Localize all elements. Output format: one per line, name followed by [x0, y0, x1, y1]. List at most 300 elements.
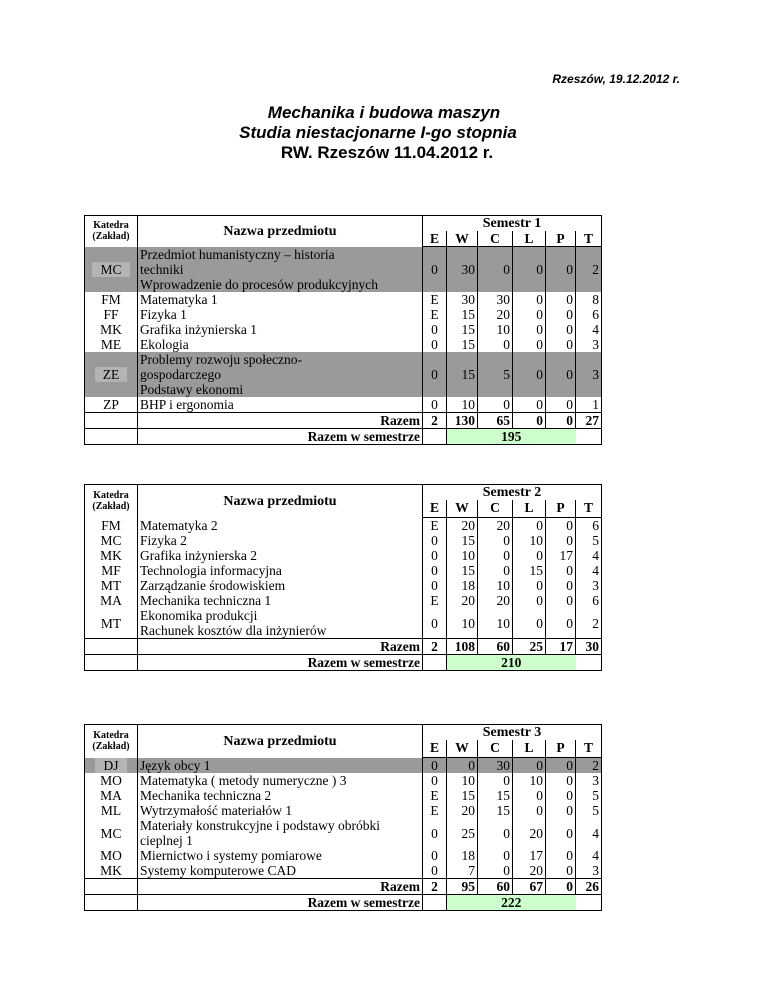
- semester-sum-row: [85, 895, 602, 911]
- total-p: 0: [546, 879, 576, 895]
- katedra-code-text: MO: [100, 848, 122, 863]
- value-t: 5: [576, 803, 602, 818]
- value-e: 0: [423, 247, 447, 292]
- value-l: 0: [513, 803, 546, 818]
- katedra-code-text: MK: [100, 321, 122, 337]
- katedra-header: [85, 485, 138, 518]
- value-c: 0: [478, 773, 513, 788]
- table-row: [85, 518, 602, 534]
- value-c: 30: [478, 292, 513, 307]
- table-row: [85, 292, 602, 307]
- value-w: 30: [447, 292, 478, 307]
- subject-name-line: Miernictwo i systemy pomiarowe: [140, 848, 322, 863]
- katedra-code-text: MO: [100, 773, 122, 788]
- razem-label: Razem: [138, 639, 423, 655]
- column-header-c: C: [478, 231, 513, 247]
- katedra-code-text: MC: [92, 262, 129, 277]
- column-header-c: C: [478, 740, 513, 755]
- katedra-label: Katedra: [93, 490, 129, 502]
- header-row: [85, 485, 602, 501]
- value-l: 0: [513, 352, 546, 397]
- subject-name: [138, 322, 423, 337]
- column-header-w: W: [447, 500, 478, 515]
- katedra-code: [85, 578, 138, 593]
- value-e: 0: [423, 578, 447, 593]
- semester-title: Semestr 3: [423, 725, 602, 741]
- katedra-code-text: ML: [100, 803, 122, 818]
- total-l: 0: [513, 412, 546, 428]
- value-t: 3: [576, 863, 602, 879]
- table-row: [85, 758, 602, 774]
- subject-name-line: Podstawy ekonomi: [140, 381, 244, 397]
- total-e: 2: [423, 879, 447, 895]
- katedra-code: [85, 518, 138, 534]
- subject-name-line: Ekonomika produkcji: [140, 608, 258, 623]
- value-p: 0: [546, 247, 576, 292]
- subject-name-line: BHP i ergonomia: [140, 396, 234, 412]
- value-e: 0: [423, 337, 447, 352]
- razem-label: Razem: [138, 412, 423, 428]
- katedra-code: [85, 247, 138, 292]
- value-e: E: [423, 307, 447, 322]
- subject-name-line: Ekologia: [140, 336, 189, 352]
- subject-name-line: Wytrzymałość materiałów 1: [140, 803, 293, 818]
- value-t: 6: [576, 593, 602, 608]
- katedra-code: [85, 773, 138, 788]
- subject-name-line: cieplnej 1: [140, 833, 193, 848]
- value-t: 3: [576, 352, 602, 397]
- table-row: [85, 397, 602, 413]
- subject-name-line: Fizyka 1: [140, 306, 187, 322]
- table-row: [85, 848, 602, 863]
- value-w: 10: [447, 773, 478, 788]
- value-l: 0: [513, 292, 546, 307]
- katedra-code-text: FM: [101, 517, 121, 533]
- subject-name-line: Rachunek kosztów dla inżynierów: [140, 623, 327, 638]
- katedra-code: [85, 292, 138, 307]
- column-header-c: C: [478, 500, 513, 515]
- subject-name: [138, 608, 423, 639]
- value-e: E: [423, 292, 447, 307]
- value-p: 0: [546, 518, 576, 534]
- subject-name: [138, 563, 423, 578]
- table-row: [85, 533, 602, 548]
- subject-name: [138, 788, 423, 803]
- column-header-l: L: [513, 231, 546, 247]
- total-row: [85, 412, 602, 428]
- value-p: 17: [546, 548, 576, 563]
- value-e: 0: [423, 533, 447, 548]
- value-w: 15: [447, 352, 478, 397]
- katedra-code: [85, 307, 138, 322]
- semester-title: Semestr 1: [423, 216, 602, 232]
- value-l: 17: [513, 848, 546, 863]
- value-l: 0: [513, 578, 546, 593]
- value-c: 0: [478, 533, 513, 548]
- nazwa-header: Nazwa przedmiotu: [138, 216, 423, 247]
- table-row: [85, 818, 602, 848]
- razem-label: Razem: [138, 879, 423, 895]
- value-c: 0: [478, 818, 513, 848]
- value-c: 15: [478, 788, 513, 803]
- zaklad-label: (Zakład): [92, 741, 130, 753]
- value-p: 0: [546, 848, 576, 863]
- column-header-e: E: [423, 740, 447, 755]
- total-w: 130: [447, 412, 478, 428]
- value-t: 2: [576, 608, 602, 639]
- value-e: 0: [423, 548, 447, 563]
- value-t: 4: [576, 548, 602, 563]
- document-date: Rzeszów, 19.12.2012 r.: [552, 72, 680, 86]
- table-row: [85, 578, 602, 593]
- katedra-code-text: MA: [100, 593, 122, 608]
- column-header-t: T: [576, 500, 602, 515]
- value-l: 0: [513, 337, 546, 352]
- semester-sum: 195: [447, 428, 576, 444]
- total-p: 0: [546, 412, 576, 428]
- total-l: 67: [513, 879, 546, 895]
- katedra-code: [85, 352, 138, 397]
- value-t: 4: [576, 563, 602, 578]
- value-w: 7: [447, 863, 478, 879]
- subject-name-line: Matematyka ( metody numeryczne ) 3: [140, 773, 347, 788]
- value-c: 5: [478, 352, 513, 397]
- value-w: 15: [447, 322, 478, 337]
- value-c: 0: [478, 548, 513, 563]
- value-l: 0: [513, 758, 546, 774]
- total-row: [85, 639, 602, 655]
- katedra-code-text: MK: [100, 863, 122, 878]
- value-t: 2: [576, 758, 602, 774]
- value-e: 0: [423, 563, 447, 578]
- semester-title: Semestr 2: [423, 485, 602, 501]
- value-t: 8: [576, 292, 602, 307]
- subject-name: [138, 397, 423, 413]
- value-p: 0: [546, 758, 576, 774]
- column-header-l: L: [513, 500, 546, 515]
- value-e: 0: [423, 758, 447, 774]
- katedra-code: [85, 533, 138, 548]
- value-w: 30: [447, 247, 478, 292]
- subject-name: [138, 578, 423, 593]
- subject-name-line: techniki: [140, 261, 184, 277]
- total-w: 95: [447, 879, 478, 895]
- katedra-code-text: ME: [100, 336, 122, 352]
- katedra-code: [85, 608, 138, 639]
- table-row: [85, 608, 602, 639]
- subject-name: [138, 593, 423, 608]
- subject-name: [138, 863, 423, 879]
- document-title: [0, 103, 768, 163]
- total-c: 65: [478, 412, 513, 428]
- subject-name-line: Matematyka 2: [140, 517, 218, 533]
- value-w: 10: [447, 608, 478, 639]
- semester-sum-row: [85, 428, 602, 444]
- table-row: [85, 352, 602, 397]
- column-header-e: E: [423, 500, 447, 515]
- value-c: 10: [478, 608, 513, 639]
- subject-name-line: Fizyka 2: [140, 533, 187, 548]
- katedra-code-text: FM: [101, 291, 121, 307]
- value-p: 0: [546, 337, 576, 352]
- subject-name-line: Przedmiot humanistyczny – historia: [140, 246, 335, 262]
- value-p: 0: [546, 533, 576, 548]
- katedra-code-text: MK: [100, 548, 122, 563]
- title-line-2: Studia niestacjonarne I-go stopnia: [239, 123, 517, 142]
- value-c: 10: [478, 322, 513, 337]
- katedra-code: [85, 548, 138, 563]
- column-header-p: P: [546, 500, 576, 515]
- value-c: 0: [478, 848, 513, 863]
- katedra-label: Katedra: [93, 730, 129, 742]
- subject-name: [138, 518, 423, 534]
- katedra-code-text: DJ: [95, 758, 126, 773]
- value-w: 20: [447, 518, 478, 534]
- value-w: 18: [447, 578, 478, 593]
- value-e: 0: [423, 818, 447, 848]
- katedra-code: [85, 818, 138, 848]
- value-w: 15: [447, 533, 478, 548]
- katedra-code-text: MC: [100, 825, 122, 841]
- nazwa-header: Nazwa przedmiotu: [138, 485, 423, 518]
- subject-name-line: Systemy komputerowe CAD: [140, 863, 296, 878]
- value-l: 0: [513, 548, 546, 563]
- value-t: 2: [576, 247, 602, 292]
- total-p: 17: [546, 639, 576, 655]
- value-w: 15: [447, 563, 478, 578]
- value-w: 0: [447, 758, 478, 774]
- table-row: [85, 548, 602, 563]
- value-c: 0: [478, 247, 513, 292]
- value-c: 10: [478, 578, 513, 593]
- subject-name-line: gospodarczego: [140, 366, 221, 382]
- value-e: E: [423, 518, 447, 534]
- value-w: 15: [447, 788, 478, 803]
- value-l: 0: [513, 788, 546, 803]
- value-l: 0: [513, 608, 546, 639]
- value-l: 10: [513, 533, 546, 548]
- value-c: 30: [478, 758, 513, 774]
- total-t: 26: [576, 879, 602, 895]
- katedra-code: [85, 593, 138, 608]
- value-w: 18: [447, 848, 478, 863]
- katedra-code-text: MA: [100, 788, 122, 803]
- table-row: [85, 322, 602, 337]
- value-t: 4: [576, 848, 602, 863]
- zaklad-label: (Zakład): [92, 501, 130, 513]
- katedra-code-text: MF: [101, 563, 121, 578]
- katedra-code: [85, 322, 138, 337]
- table-row: [85, 788, 602, 803]
- subject-name: [138, 247, 423, 292]
- subject-name-line: Wprowadzenie do procesów produkcyjnych: [140, 276, 379, 292]
- value-p: 0: [546, 803, 576, 818]
- value-c: 0: [478, 863, 513, 879]
- katedra-code-text: MT: [100, 578, 122, 593]
- semester-sum-row: [85, 655, 602, 671]
- subject-name: [138, 337, 423, 352]
- katedra-code-text: ZE: [95, 367, 128, 382]
- total-e: 2: [423, 412, 447, 428]
- total-l: 25: [513, 639, 546, 655]
- katedra-header: [85, 216, 138, 247]
- value-p: 0: [546, 818, 576, 848]
- value-c: 0: [478, 563, 513, 578]
- katedra-code: [85, 563, 138, 578]
- value-c: 15: [478, 803, 513, 818]
- katedra-code: [85, 397, 138, 413]
- column-header-w: W: [447, 231, 478, 247]
- value-e: 0: [423, 863, 447, 879]
- title-line-1: Mechanika i budowa maszyn: [267, 103, 501, 122]
- value-p: 0: [546, 352, 576, 397]
- subject-name: [138, 307, 423, 322]
- subject-name-line: Matematyka 1: [140, 291, 218, 307]
- value-l: 20: [513, 818, 546, 848]
- semester-1-table: [84, 215, 602, 445]
- value-t: 5: [576, 533, 602, 548]
- zaklad-label: (Zakład): [92, 231, 130, 243]
- katedra-label: Katedra: [93, 220, 129, 232]
- value-t: 4: [576, 322, 602, 337]
- value-w: 20: [447, 593, 478, 608]
- value-w: 15: [447, 307, 478, 322]
- subject-name: [138, 548, 423, 563]
- value-l: 0: [513, 518, 546, 534]
- value-t: 6: [576, 307, 602, 322]
- value-p: 0: [546, 322, 576, 337]
- value-l: 0: [513, 322, 546, 337]
- subject-name-line: Zarządzanie środowiskiem: [140, 578, 286, 593]
- value-e: E: [423, 593, 447, 608]
- column-header-e: E: [423, 231, 447, 247]
- value-l: 0: [513, 247, 546, 292]
- value-c: 20: [478, 307, 513, 322]
- subject-name: [138, 758, 423, 774]
- subject-name-line: Język obcy 1: [140, 757, 211, 773]
- value-p: 0: [546, 608, 576, 639]
- total-c: 60: [478, 879, 513, 895]
- column-header-w: W: [447, 740, 478, 755]
- katedra-code: [85, 848, 138, 863]
- katedra-code: [85, 337, 138, 352]
- katedra-header: [85, 725, 138, 758]
- value-t: 5: [576, 788, 602, 803]
- value-e: 0: [423, 773, 447, 788]
- value-p: 0: [546, 593, 576, 608]
- value-w: 15: [447, 337, 478, 352]
- katedra-code: [85, 863, 138, 879]
- column-header-t: T: [576, 740, 602, 755]
- katedra-code: [85, 758, 138, 774]
- value-e: E: [423, 788, 447, 803]
- subject-name: [138, 533, 423, 548]
- value-p: 0: [546, 307, 576, 322]
- semester-sum: 222: [447, 895, 576, 911]
- subject-name-line: Materiały konstrukcyjne i podstawy obróbki: [140, 818, 380, 833]
- katedra-code-text: MT: [100, 615, 122, 631]
- value-w: 10: [447, 397, 478, 413]
- value-p: 0: [546, 578, 576, 593]
- table-row: [85, 803, 602, 818]
- subject-name-line: Mechanika techniczna 1: [140, 593, 272, 608]
- value-p: 0: [546, 863, 576, 879]
- katedra-code-text: ZP: [103, 396, 119, 412]
- subject-name-line: Grafika inżynierska 1: [140, 321, 257, 337]
- semester-3-table: [84, 724, 602, 911]
- total-t: 27: [576, 412, 602, 428]
- value-p: 0: [546, 563, 576, 578]
- subject-name-line: Technologia informacyjna: [140, 563, 282, 578]
- value-e: 0: [423, 322, 447, 337]
- katedra-code: [85, 788, 138, 803]
- subject-name-line: Mechanika techniczna 2: [140, 788, 272, 803]
- subject-name-line: Problemy rozwoju społeczno-: [140, 351, 302, 367]
- column-header-t: T: [576, 231, 602, 247]
- value-t: 6: [576, 518, 602, 534]
- subject-name: [138, 803, 423, 818]
- razem-w-semestrze-label: Razem w semestrze: [138, 428, 423, 444]
- value-e: 0: [423, 352, 447, 397]
- value-l: 10: [513, 773, 546, 788]
- nazwa-header: Nazwa przedmiotu: [138, 725, 423, 758]
- value-t: 1: [576, 397, 602, 413]
- value-t: 3: [576, 773, 602, 788]
- value-e: E: [423, 803, 447, 818]
- table-row: [85, 247, 602, 292]
- value-e: 0: [423, 397, 447, 413]
- table-row: [85, 593, 602, 608]
- header-row: [85, 216, 602, 232]
- column-header-p: P: [546, 231, 576, 247]
- semester-2-table: [84, 484, 602, 671]
- katedra-code-text: MC: [100, 533, 122, 548]
- value-t: 4: [576, 818, 602, 848]
- title-line-3: RW. Rzeszów 11.04.2012 r.: [280, 143, 494, 162]
- table-row: [85, 307, 602, 322]
- katedra-code-text: FF: [103, 306, 119, 322]
- header-row: [85, 725, 602, 741]
- semester-sum: 210: [447, 655, 576, 671]
- total-w: 108: [447, 639, 478, 655]
- total-row: [85, 879, 602, 895]
- table-row: [85, 563, 602, 578]
- value-t: 3: [576, 578, 602, 593]
- total-c: 60: [478, 639, 513, 655]
- value-c: 20: [478, 518, 513, 534]
- value-w: 10: [447, 548, 478, 563]
- value-p: 0: [546, 773, 576, 788]
- value-w: 20: [447, 803, 478, 818]
- katedra-code: [85, 803, 138, 818]
- total-e: 2: [423, 639, 447, 655]
- value-t: 3: [576, 337, 602, 352]
- subject-name: [138, 292, 423, 307]
- total-t: 30: [576, 639, 602, 655]
- subject-name: [138, 773, 423, 788]
- value-l: 15: [513, 563, 546, 578]
- column-header-l: L: [513, 740, 546, 755]
- value-p: 0: [546, 292, 576, 307]
- column-header-p: P: [546, 740, 576, 755]
- subject-name-line: Grafika inżynierska 2: [140, 548, 257, 563]
- value-l: 0: [513, 397, 546, 413]
- value-l: 20: [513, 863, 546, 879]
- table-row: [85, 863, 602, 879]
- value-p: 0: [546, 397, 576, 413]
- table-row: [85, 773, 602, 788]
- value-c: 0: [478, 397, 513, 413]
